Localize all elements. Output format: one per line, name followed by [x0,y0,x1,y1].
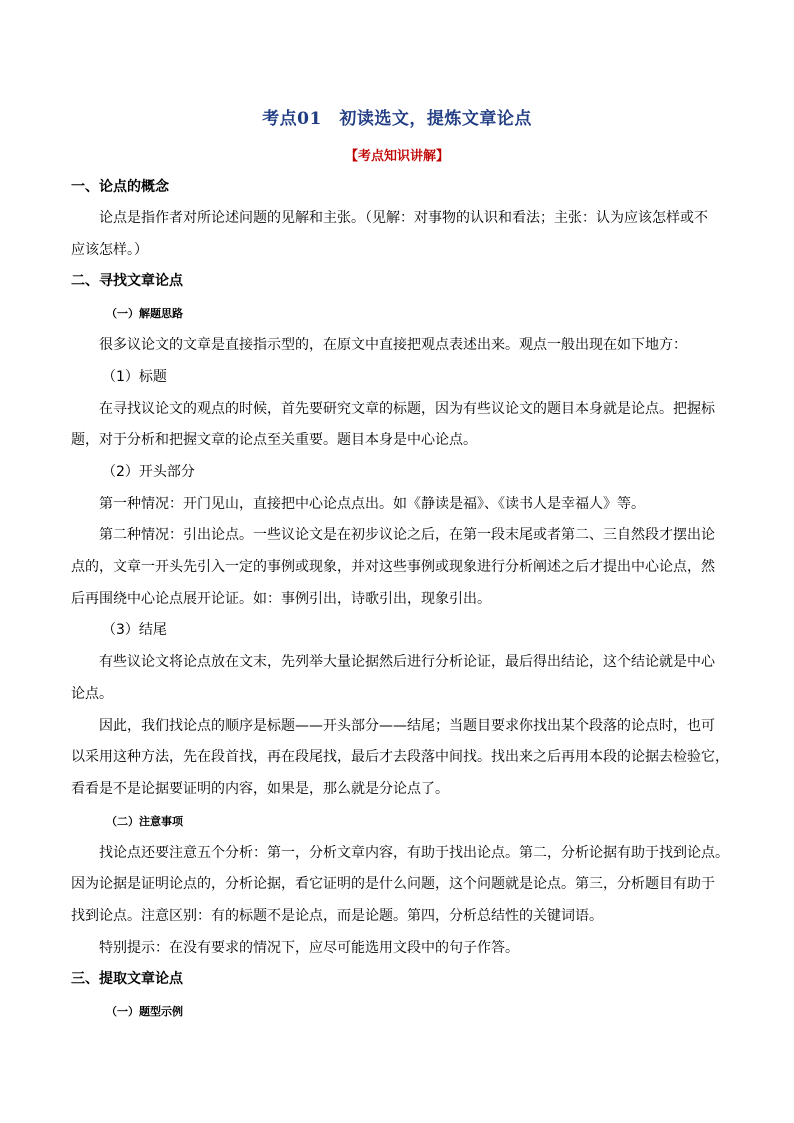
subheading-approach: （一）解题思路 [106,307,183,320]
paragraph-line: 后再围绕中心论点展开论证。如：事例引出，诗歌引出，现象引出。 [71,591,491,607]
paragraph-line: 找到论点。注意区别：有的标题不是论点，而是论题。第四，分析总结性的关键词语。 [71,908,603,924]
section-label: 【考点知识讲解】 [344,149,449,164]
paragraph-line: 特别提示：在没有要求的情况下，应尽可能选用文段中的句子作答。 [99,940,519,956]
item-label-title: （1）标题 [102,369,167,385]
paragraph-line: 因为论据是证明论点的，分析论据，看它证明的是什么问题，这个问题就是论点。第三，分析题目有助于 [71,876,715,892]
paragraph-line: 有些议论文将论点放在文末，先列举大量论据然后进行分析论证，最后得出结论，这个结论就是中心 [99,654,715,670]
paragraph-line: 题，对于分析和把握文章的论点至关重要。题目本身是中心论点。 [71,432,477,448]
paragraph-line: 以采用这种方法，先在段首找，再在段尾找，最后才去段落中间找。找出来之后再用本段的论据去检验它， [71,749,729,765]
heading-concept: 一、论点的概念 [71,179,169,195]
paragraph-line: 第二种情况：引出论点。一些议论文是在初步议论之后，在第一段末尾或者第二、三自然段才摆出论 [99,527,715,543]
paragraph-line: 论点。 [71,686,113,702]
paragraph-line: 应该怎样。） [71,242,148,258]
paragraph-line: 论点是指作者对所论述问题的见解和主张。（见解：对事物的认识和看法；主张：认为应该怎样或不 [99,210,708,226]
heading-find-argument: 二、寻找文章论点 [71,273,183,289]
subheading-notes: （二）注意事项 [106,815,183,828]
paragraph-line: 因此，我们找论点的顺序是标题——开头部分——结尾；当题目要求你找出某个段落的论点时，也可 [99,718,715,734]
page-title: 考点01 初读选文，提炼文章论点 [262,109,532,129]
paragraph-line: 第一种情况：开门见山，直接把中心论点点出。如《静读是福》、《读书人是幸福人》等。 [99,496,645,512]
paragraph-line: 看看是不是论据要证明的内容，如果是，那么就是分论点了。 [71,781,449,797]
paragraph-line: 在寻找议论文的观点的时候，首先要研究文章的标题，因为有些议论文的题目本身就是论点。把握标 [99,401,715,417]
item-label-opening: （2）开头部分 [102,464,195,480]
paragraph-line: 很多议论文的文章是直接指示型的，在原文中直接把观点表述出来。观点一般出现在如下地方： [99,337,687,353]
paragraph-line: 找论点还要注意五个分析：第一，分析文章内容，有助于找出论点。第二，分析论据有助于找到论点。 [99,845,729,861]
item-label-ending: （3）结尾 [102,622,167,638]
heading-extract-argument: 三、提取文章论点 [71,971,183,987]
paragraph-line: 点的，文章一开头先引入一定的事例或现象，并对这些事例或现象进行分析阐述之后才提出中心论点，然 [71,559,715,575]
subheading-example: （一）题型示例 [106,1005,183,1018]
